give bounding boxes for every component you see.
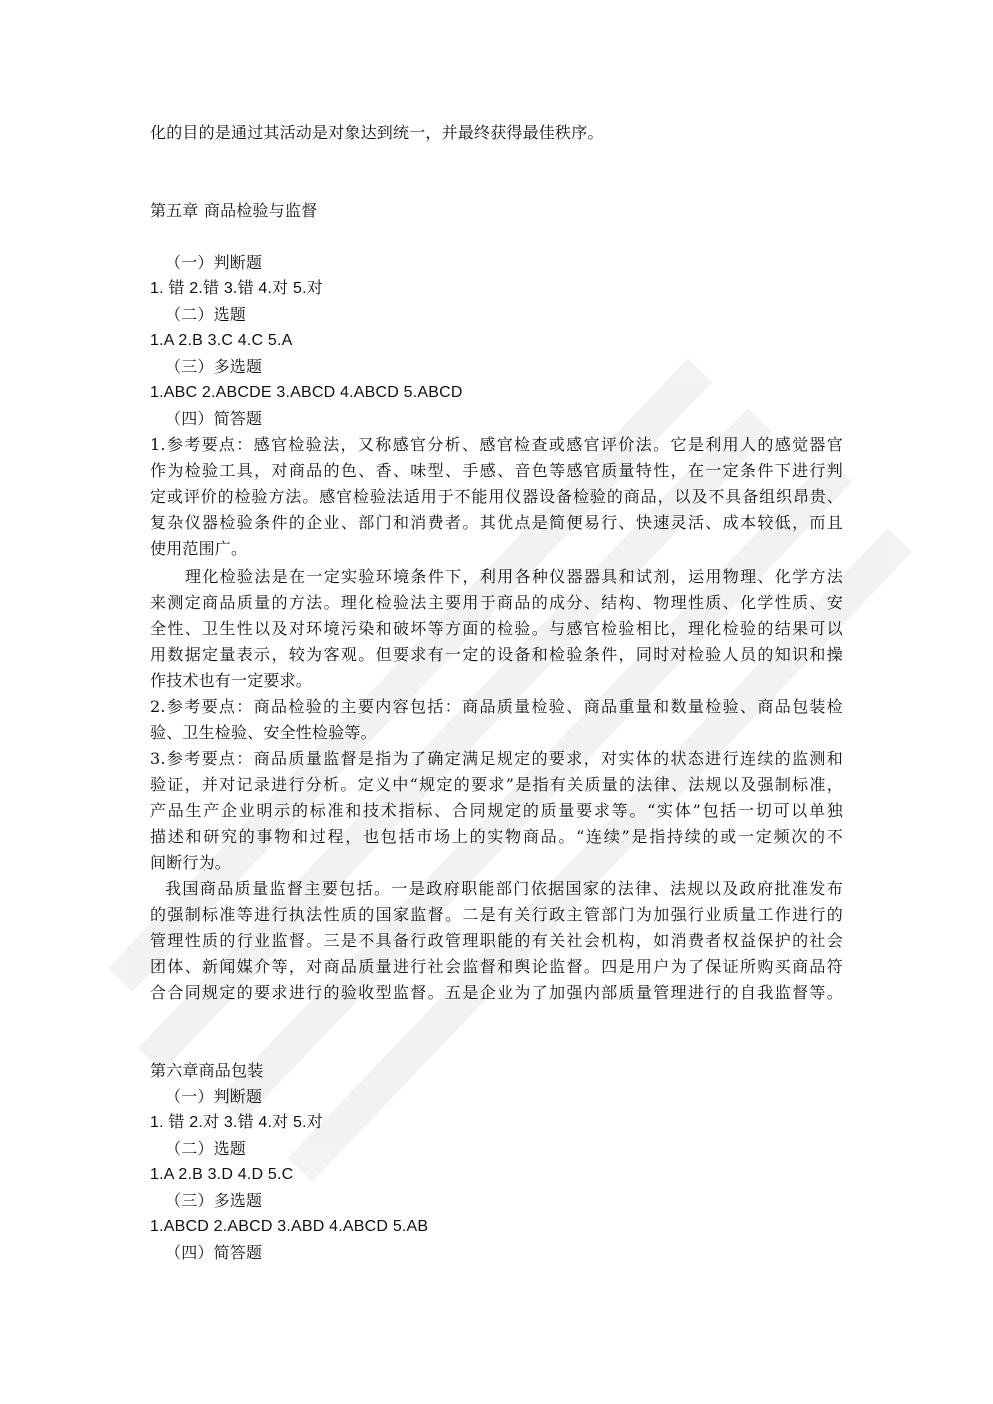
ch5-single-heading: （二）选题	[165, 305, 247, 324]
ch5-q3-line: 3.参考要点：商品质量监督是指为了确定满足规定的要求，对实体的状态进行连续的监测和	[150, 749, 843, 768]
ch6-short-heading: （四）简答题	[165, 1243, 263, 1262]
ch5-q1-line: 1.参考要点：感官检验法，又称感官分析、感官检查或感官评价法。它是利用人的感觉器官	[150, 435, 843, 454]
ch6-judge-heading: （一）判断题	[165, 1087, 263, 1106]
ch5-q1-line: 作为检验工具，对商品的色、香、味型、手感、音色等感官质量特性，在一定条件下进行判	[150, 461, 843, 480]
ch5-q1-line: 复杂仪器检验条件的企业、部门和消费者。其优点是简便易行、快速灵活、成本较低，而且	[150, 513, 843, 532]
ch5-q1b-line: 用数据定量表示，较为客观。但要求有一定的设备和检验条件，同时对检验人员的知识和操	[150, 645, 843, 664]
chapter6-title: 第六章商品包装	[150, 1061, 264, 1080]
intro-tail-text: 化的目的是通过其活动是对象达到统一，并最终获得最佳秩序。	[150, 123, 604, 142]
chapter5-title: 第五章 商品检验与监督	[150, 201, 318, 220]
ch5-q3b-line: 团体、新闻媒介等，对商品质量进行社会监督和舆论监督。四是用户为了保证所购买商品符	[150, 957, 843, 976]
ch6-multi-heading: （三）多选题	[165, 1191, 263, 1210]
ch5-judge-heading: （一）判断题	[165, 253, 263, 272]
ch5-q3b-line: 合合同规定的要求进行的验收型监督。五是企业为了加强内部质量管理进行的自我监督等。	[150, 983, 843, 1002]
ch5-q1-line: 定或评价的检验方法。感官检验法适用于不能用仪器设备检验的商品，以及不具备组织昂贵、	[150, 487, 843, 506]
ch5-q3-line: 间断行为。	[150, 853, 232, 872]
ch5-q2-line: 2.参考要点：商品检验的主要内容包括：商品质量检验、商品重量和数量检验、商品包装检	[150, 697, 843, 716]
ch6-judge-answers: 1. 错 2.对 3.错 4.对 5.对	[150, 1114, 323, 1131]
ch5-q2-line: 验、卫生检验、安全性检验等。	[150, 723, 377, 742]
ch5-q1b-line: 全性、卫生性以及对环境污染和破坏等方面的检验。与感官检验相比，理化检验的结果可以	[150, 619, 843, 638]
ch5-q3b-line: 我国商品质量监督主要包括。一是政府职能部门依据国家的法律、法规以及政府批准发布	[165, 879, 843, 898]
ch5-q1b-line: 来测定商品质量的方法。理化检验法主要用于商品的成分、结构、物理性质、化学性质、安	[150, 593, 843, 612]
ch5-q3-line: 产品生产企业明示的标准和技术指标、合同规定的质量要求等。“实体”包括一切可以单独	[150, 801, 843, 820]
ch5-q1b-line: 理化检验法是在一定实验环境条件下，利用各种仪器器具和试剂，运用物理、化学方法	[185, 567, 843, 586]
ch6-single-heading: （二）选题	[165, 1139, 247, 1158]
ch5-q3b-line: 的强制标准等进行执法性质的国家监督。二是有关行政主管部门为加强行业质量工作进行的	[150, 905, 843, 924]
ch5-multi-heading: （三）多选题	[165, 357, 263, 376]
ch6-single-answers: 1.A 2.B 3.D 4.D 5.C	[150, 1166, 294, 1183]
ch5-judge-answers: 1. 错 2.错 3.错 4.对 5.对	[150, 280, 323, 297]
ch5-q1b-line: 作技术也有一定要求。	[150, 671, 313, 690]
ch5-short-heading: （四）简答题	[165, 409, 263, 428]
ch5-q3b-line: 管理性质的行业监督。三是不具备行政管理职能的有关社会机构，如消费者权益保护的社会	[150, 931, 843, 950]
ch5-q3-line: 描述和研究的事物和过程，也包括市场上的实物商品。“连续”是指持续的或一定频次的不	[150, 827, 843, 846]
ch5-q1-line: 使用范围广。	[150, 539, 248, 558]
ch6-multi-answers: 1.ABCD 2.ABCD 3.ABD 4.ABCD 5.AB	[150, 1218, 429, 1235]
ch5-single-answers: 1.A 2.B 3.C 4.C 5.A	[150, 332, 293, 349]
ch5-multi-answers: 1.ABC 2.ABCDE 3.ABCD 4.ABCD 5.ABCD	[150, 384, 463, 401]
ch5-q3-line: 验证，并对记录进行分析。定义中“规定的要求”是指有关质量的法律、法规以及强制标准，	[150, 775, 843, 794]
